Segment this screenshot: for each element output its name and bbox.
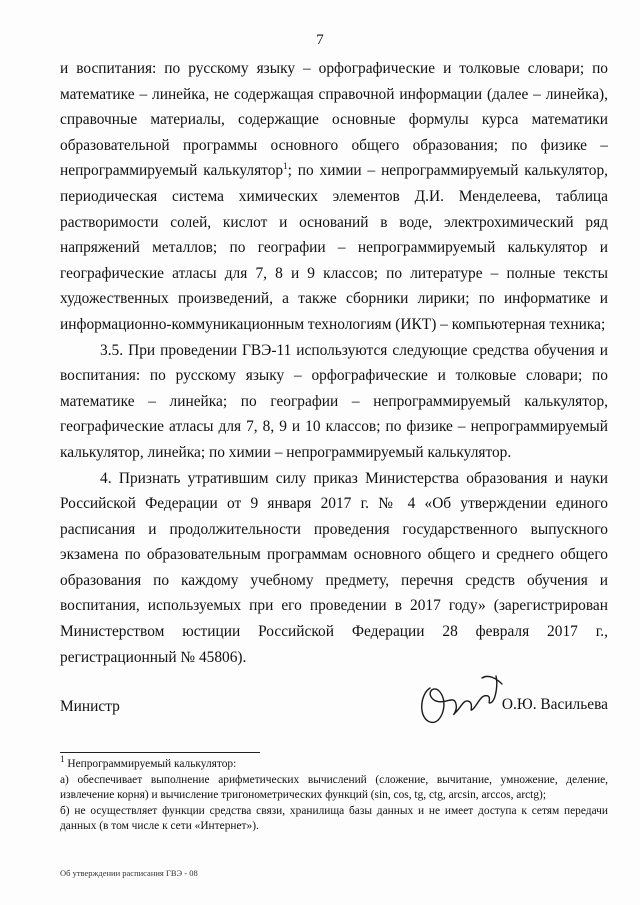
paragraph-4: 4. Признать утратившим силу приказ Министерства образования и науки Российской Федерации от 9 января 2017 г. № 4 «Об утверждении единого расписания и продолжительности проведения государственного выпускного экзамена по образовательным программам основного общего и среднего общего образования по каждому учебному предмету, перечня средств обучения и воспитания, используемых при его проведении в 2017 году» (зарегистрирован Министерством юстиции Российской Федерации 28 февраля 2017 г., регистрационный № 45806). xyxy=(60,469,608,666)
footnote-item-b: б) не осуществляет функции средства связи, хранилища базы данных и не имеет доступа к сетям передачи данных (в том числе к сети «Интернет»). xyxy=(60,804,608,833)
signatory-name: О.Ю. Васильева xyxy=(501,696,608,713)
handwritten-signature xyxy=(412,660,512,730)
paragraph-text: и воспитания: по русскому языку – орфографические и толковые словари; по математике – линейка, не содержащая справочной информации (далее – линейка), справочные материалы, содержащие основные формулы курса математики образовательной программы основного общего образования; по физике – непрограммируемый калькулятор xyxy=(60,60,608,180)
paragraph-text-tail: ; по химии – непрограммируемый калькулятор, периодическая система химических элементов Д.И. Менделеева, таблица растворимости солей, кислот и оснований в воде, электрохимический ряд напряжений металлов; по географии – непрограммируемый калькулятор и географические атласы для 7, 8 и 9 классов; по литературе – полные тексты художественных произведений, а также сборники лирики; по информатике и информационно-коммуникационным технологиям (ИКТ) – компьютерная техника; xyxy=(60,162,609,333)
signature-block xyxy=(60,660,608,740)
footnote-heading-text: Непрограммируемый калькулятор: xyxy=(64,758,237,770)
footnotes xyxy=(60,754,608,835)
document-footer: Об утверждении расписания ГВЭ - 08 xyxy=(60,868,198,878)
footnote-item-a: а) обеспечивает выполнение арифметических вычислений (сложение, вычитание, умножение, деление, извлечение корня) и вычисление тригонометрических функций (sin, cos, tg, ctg, arcsin, arccos, arctg); xyxy=(60,773,608,802)
paragraph-3-5: 3.5. При проведении ГВЭ-11 используются следующие средства обучения и воспитания: по русскому языку – орфографические и толковые словари; по математике – линейка; по географии – непрограммируемый калькулятор, географические атласы для 7, 8, 9 и 10 классов; по физике – непрограммируемый калькулятор, линейка; по химии – непрограммируемый калькулятор. xyxy=(60,341,608,461)
footnote-mark: 1 xyxy=(60,754,65,765)
body-text xyxy=(60,56,608,670)
paragraph-continuation xyxy=(60,56,608,338)
page-number: 7 xyxy=(316,32,324,48)
footnote-reference: 1 xyxy=(283,161,288,172)
footnote-heading xyxy=(60,754,608,773)
footnote-divider xyxy=(60,752,260,753)
signatory-title: Министр xyxy=(60,698,120,715)
